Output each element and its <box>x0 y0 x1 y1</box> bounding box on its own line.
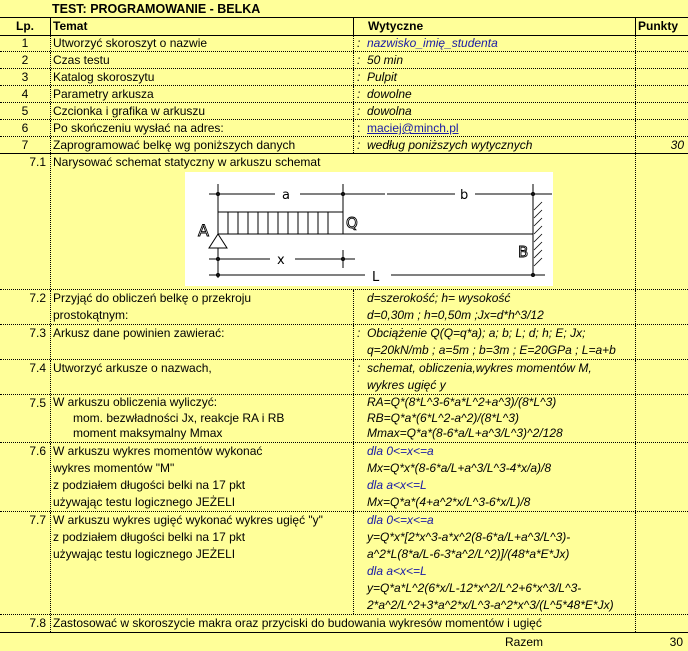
header-temat: Temat <box>53 19 88 33</box>
row-wytyczne: według poniższych wytycznych <box>367 138 533 152</box>
row-temat: Utworzyć skoroszyt o nazwie <box>53 36 208 50</box>
row-punkty: 30 <box>635 137 688 153</box>
row-lp: 6 <box>0 120 51 136</box>
row-punkty <box>635 120 688 136</box>
row-lp: 7 <box>0 137 51 153</box>
table-row[interactable] <box>0 325 688 360</box>
colon: : <box>357 121 361 135</box>
row-wytyczne-line: RB=Q*a*(6*L^2-a^2)/(8*L^3) <box>367 410 519 425</box>
row-lp: 7.1 <box>0 154 51 289</box>
row-wytyczne-line: y=Q*a*L^2(6*x/L-12*x^2/L^2+6*x^3/L^3- <box>367 581 582 595</box>
row-lp: 7.8 <box>0 615 51 632</box>
row-wytyczne-line: dla a<x<=L <box>367 564 427 578</box>
label-a: a <box>282 188 290 203</box>
colon: : <box>357 36 361 50</box>
header-punkty: Punkty <box>635 18 688 35</box>
row-wytyczne: Pulpit <box>367 70 398 84</box>
row-temat-line: W arkuszu wykres momentów wykonać <box>53 444 263 458</box>
row-lp: 7.7 <box>0 512 51 614</box>
row-lp: 1 <box>0 35 51 51</box>
row-wytyczne-line: 2*a^2/L^2+3*a^2*x/L^3-a^2*x^3/(L^5*48*E*Jx) <box>367 598 614 612</box>
colon: : <box>357 138 361 152</box>
row-lp: 5 <box>0 103 51 119</box>
row-lp: 2 <box>0 52 51 68</box>
label-L: L <box>372 270 380 285</box>
email-link[interactable]: maciej@minch.pl <box>367 121 459 135</box>
colon: : <box>357 53 361 67</box>
beam-schematic <box>185 172 553 286</box>
row-temat: Czas testu <box>53 53 110 67</box>
table-row[interactable] <box>0 69 688 86</box>
row-temat: Katalog skoroszytu <box>53 70 155 84</box>
row-lp: 7.5 <box>0 395 51 442</box>
row-temat-line: prostokątnym: <box>53 308 129 322</box>
colon: : <box>357 361 361 375</box>
table-row[interactable] <box>0 512 688 615</box>
table-row[interactable] <box>0 86 688 103</box>
table-row[interactable] <box>0 443 688 512</box>
colon: : <box>357 104 361 118</box>
total-value: 30 <box>669 635 683 649</box>
table-row[interactable] <box>0 52 688 69</box>
support-b-label: B <box>518 243 529 261</box>
row-wytyczne-line: RA=Q*(8*L^3-6*a*L^2+a^3)/(8*L^3) <box>367 395 557 409</box>
colon: : <box>357 70 361 84</box>
row-wytyczne-line: dla 0<=x<=a <box>367 513 434 527</box>
row-wytyczne: 50 min <box>367 53 404 67</box>
row-lp: 7.3 <box>0 325 51 359</box>
row-lp: 7.4 <box>0 360 51 394</box>
row-lp: 7.2 <box>0 290 51 324</box>
row-lp: 3 <box>0 69 51 85</box>
row-punkty <box>635 103 688 119</box>
header-wytyczne: Wytyczne <box>353 18 635 35</box>
header-row <box>0 17 688 36</box>
table-row[interactable] <box>0 35 688 52</box>
row-lp: 4 <box>0 86 51 102</box>
row-temat-line: Utworzyć arkusze o nazwach, <box>53 361 212 375</box>
row-temat-line: Przyjąć do obliczeń belkę o przekroju <box>53 291 252 305</box>
colon: : <box>357 87 361 101</box>
row-wytyczne-line: Mx=Q*x*(8-6*a/L+a^3/L^3-4*x/a)/8 <box>367 461 552 475</box>
row-punkty <box>635 69 688 85</box>
row-wytyczne: dowolne <box>367 87 412 101</box>
row-temat: Po skończeniu wysłać na adres: <box>53 121 224 135</box>
beam-diagram <box>185 172 553 286</box>
row-temat-line: używając testu logicznego JEŻELI <box>53 547 236 561</box>
row-temat: Zaprogramować belkę wg poniższych danych <box>53 138 296 152</box>
row-temat-line: używając testu logicznego JEŻELI <box>53 495 236 509</box>
row-wytyczne-line: dla 0<=x<=a <box>367 444 434 458</box>
row-temat-line: W arkuszu obliczenia wyliczyć: <box>53 395 218 409</box>
row-temat: Narysować schemat statyczny w arkuszu schemat <box>53 155 321 169</box>
load-q-label: Q <box>346 214 358 232</box>
row-wytyczne-line: q=20kN/mb ; a=5m ; b=3m ; E=20GPa ; L=a+b <box>367 343 616 357</box>
row-punkty <box>635 86 688 102</box>
row-temat-line: mom. bezwładności Jx, reakcje RA i RB <box>73 410 285 425</box>
row-wytyczne: dowolna <box>367 104 412 118</box>
table-row[interactable] <box>0 103 688 120</box>
table-row[interactable] <box>0 395 688 443</box>
row-wytyczne-line: d=0,30m ; h=0,50m ;Jx=d*h^3/12 <box>367 308 544 322</box>
row-temat-line: Arkusz dane powinien zawierać: <box>53 326 225 340</box>
colon: : <box>357 326 361 340</box>
row-wytyczne-line: schemat, obliczenia,wykres momentów M, <box>367 361 592 375</box>
row-temat: Parametry arkusza <box>53 87 154 101</box>
table-row[interactable] <box>0 615 688 633</box>
row-wytyczne-line: Mx=Q*a*(4+a^2*x/L^3-6*x/L)/8 <box>367 495 531 509</box>
label-x: x <box>277 253 285 268</box>
row-temat-line: wykres momentów "M" <box>53 461 175 475</box>
table-row[interactable] <box>0 120 688 137</box>
row-wytyczne-line: a^2*L(8*a/L-6-3*a^2/L^2)]/(48*a*E*Jx) <box>367 547 570 561</box>
row-wytyczne-line: y=Q*x*[2*x^3-a*x^2(8-6*a/L+a^3/L^3)- <box>367 530 571 544</box>
row-punkty <box>635 35 688 51</box>
total-label: Razem <box>505 635 544 649</box>
row-wytyczne-line: d=szerokość; h= wysokość <box>367 291 511 305</box>
row-temat-line: z podziałem długości belki na 17 pkt <box>53 530 246 544</box>
table-row[interactable] <box>0 360 688 395</box>
row-temat: Zastosować w skoroszycie makra oraz przyciski do budowania wykresów momentów i ugięć <box>53 616 542 630</box>
support-a-label: A <box>198 221 209 240</box>
row-wytyczne-line: Obciążenie Q(Q=q*a); a; b; L; d; h; E; Jx; <box>367 326 586 340</box>
row-temat-line: W arkuszu wykres ugięć wykonać wykres ugięć "y" <box>53 513 323 527</box>
row-wytyczne-line: Mmax=Q*a*(8-6*a/L+a^3/L^3)^2/128 <box>367 426 563 440</box>
header-lp: Lp. <box>0 18 51 35</box>
table-row[interactable] <box>0 137 688 154</box>
row-punkty <box>635 52 688 68</box>
label-b: b <box>460 188 469 203</box>
row-temat-line: moment maksymalny Mmax <box>73 426 223 440</box>
row-wytyczne-line: dla a<x<=L <box>367 478 427 492</box>
row-temat: Czcionka i grafika w arkuszu <box>53 104 206 118</box>
sheet-title: TEST: PROGRAMOWANIE - BELKA <box>52 2 261 16</box>
row-lp: 7.6 <box>0 443 51 511</box>
row-temat-line: z podziałem długości belki na 17 pkt <box>53 478 246 492</box>
row-wytyczne: nazwisko_imię_studenta <box>367 36 498 50</box>
row-wytyczne-line: wykres ugięć y <box>367 378 446 392</box>
table-row[interactable] <box>0 290 688 325</box>
